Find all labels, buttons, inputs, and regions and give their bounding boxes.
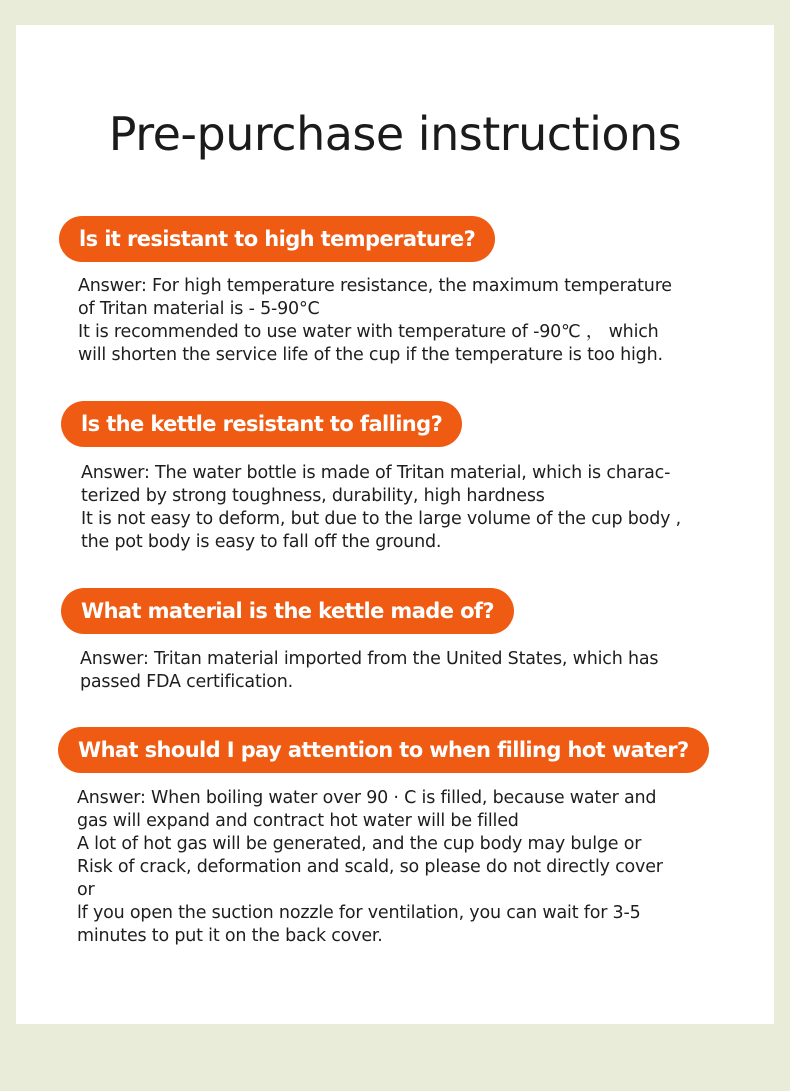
answer-line: gas will expand and contract hot water will be filled xyxy=(77,811,519,831)
answer-line: Answer: When boiling water over 90 · C is filled, because water and xyxy=(77,788,657,808)
answer-line: lf you open the suction nozzle for ventilation, you can wait for 3-5 xyxy=(77,903,641,923)
faq-question-hot-water: What should I pay attention to when filling hot water? xyxy=(58,727,709,773)
faq-answer-heat-resistance xyxy=(78,275,672,367)
faq-answer-material xyxy=(80,648,658,694)
page-title: Pre-purchase instructions xyxy=(108,107,682,161)
answer-line: the pot body is easy to fall off the ground. xyxy=(81,532,442,552)
answer-line: will shorten the service life of the cup if the temperature is too high. xyxy=(78,345,663,365)
faq-answer-fall-resistance xyxy=(81,462,681,554)
answer-line: Answer: The water bottle is made of Tritan material, which is charac- xyxy=(81,463,671,483)
answer-line: of Tritan material is - 5-90°C xyxy=(78,299,320,319)
answer-line: Answer: Tritan material imported from the United States, which has xyxy=(80,649,659,669)
faq-question-heat-resistance: ls it resistant to high temperature? xyxy=(59,216,495,262)
answer-line: terized by strong toughness, durability, high hardness xyxy=(81,486,545,506)
faq-answer-hot-water xyxy=(77,787,663,948)
answer-line: A lot of hot gas will be generated, and the cup body may bulge or xyxy=(77,834,642,854)
answer-line: minutes to put it on the back cover. xyxy=(77,926,383,946)
faq-question-fall-resistance: ls the kettle resistant to falling? xyxy=(61,401,462,447)
answer-line: or xyxy=(77,880,95,900)
answer-line: Risk of crack, deformation and scald, so please do not directly cover xyxy=(77,857,663,877)
answer-line: It is not easy to deform, but due to the large volume of the cup body , xyxy=(81,509,681,529)
answer-line: It is recommended to use water with temperature of -90℃ ， which xyxy=(78,322,659,342)
answer-line: Answer: For high temperature resistance, the maximum temperature xyxy=(78,276,672,296)
answer-line: passed FDA certification. xyxy=(80,672,294,692)
faq-question-material: What material is the kettle made of? xyxy=(61,588,514,634)
